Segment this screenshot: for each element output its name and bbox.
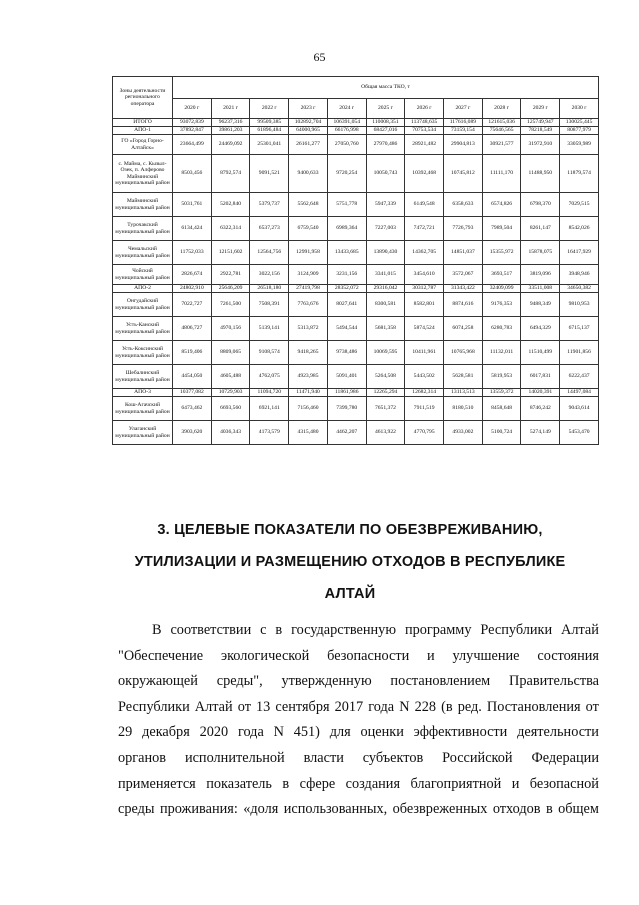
value-cell: 6574,826 bbox=[482, 193, 521, 217]
value-cell: 5453,470 bbox=[560, 421, 599, 445]
value-cell: 121615,036 bbox=[482, 119, 521, 127]
year-header: 2021 г bbox=[211, 99, 250, 119]
value-cell: 61896,484 bbox=[250, 127, 289, 135]
value-cell: 7156,460 bbox=[289, 397, 328, 421]
value-cell: 9043,614 bbox=[560, 397, 599, 421]
value-cell: 96237,316 bbox=[211, 119, 250, 127]
year-header: 2020 г bbox=[173, 99, 212, 119]
value-cell: 10765,968 bbox=[444, 341, 483, 365]
value-cell: 11752,033 bbox=[173, 241, 212, 265]
table-total-row bbox=[113, 119, 599, 127]
value-cell: 4462,207 bbox=[327, 421, 366, 445]
value-cell: 5091,401 bbox=[327, 365, 366, 389]
year-header: 2026 г bbox=[405, 99, 444, 119]
value-cell: 6537,273 bbox=[250, 217, 289, 241]
table-group-header: Общая масса ТКО, т bbox=[173, 77, 599, 99]
value-cell: 10377,082 bbox=[173, 389, 212, 397]
value-cell: 25301,041 bbox=[250, 135, 289, 155]
value-cell: 7763,676 bbox=[289, 293, 328, 317]
value-cell: 5139,141 bbox=[250, 317, 289, 341]
value-cell: 3454,610 bbox=[405, 265, 444, 285]
year-header: 2025 г bbox=[366, 99, 405, 119]
value-cell: 7261,500 bbox=[211, 293, 250, 317]
value-cell: 29316,042 bbox=[366, 285, 405, 293]
value-cell: 5628,581 bbox=[444, 365, 483, 389]
value-cell: 8503,456 bbox=[173, 155, 212, 193]
value-cell: 80877,979 bbox=[560, 127, 599, 135]
row-label: Майминский муниципальный район bbox=[113, 193, 173, 217]
value-cell: 33511,008 bbox=[521, 285, 560, 293]
value-cell: 9418,265 bbox=[289, 341, 328, 365]
value-cell: 5819,953 bbox=[482, 365, 521, 389]
row-label: АПО-2 bbox=[113, 285, 173, 293]
value-cell: 5751,778 bbox=[327, 193, 366, 217]
value-cell: 6149,548 bbox=[405, 193, 444, 217]
body-line: 29 декабря 2020 года N 451) для оценки эффективности деятельности bbox=[118, 724, 599, 741]
value-cell: 6989,364 bbox=[327, 217, 366, 241]
body-line: среды проживания: «доля использованных, обезвреженных отходов в общем bbox=[118, 801, 599, 818]
value-cell: 8458,648 bbox=[482, 397, 521, 421]
value-cell: 78218,549 bbox=[521, 127, 560, 135]
value-cell: 5681,358 bbox=[366, 317, 405, 341]
value-cell: 93072,839 bbox=[173, 119, 212, 127]
value-cell: 30921,577 bbox=[482, 135, 521, 155]
value-cell: 2922,781 bbox=[211, 265, 250, 285]
value-cell: 6322,314 bbox=[211, 217, 250, 241]
value-cell: 4315,480 bbox=[289, 421, 328, 445]
value-cell: 64000,965 bbox=[289, 127, 328, 135]
value-cell: 5494,544 bbox=[327, 317, 366, 341]
value-cell: 4933,002 bbox=[444, 421, 483, 445]
value-cell: 5031,761 bbox=[173, 193, 212, 217]
value-cell: 6693,560 bbox=[211, 397, 250, 421]
value-cell: 5562,648 bbox=[289, 193, 328, 217]
value-cell: 6222,437 bbox=[560, 365, 599, 389]
table-row bbox=[113, 365, 599, 389]
value-cell: 8542,026 bbox=[560, 217, 599, 241]
year-header: 2023 г bbox=[289, 99, 328, 119]
year-header: 2027 г bbox=[444, 99, 483, 119]
value-cell: 14497,084 bbox=[560, 389, 599, 397]
value-cell: 9738,486 bbox=[327, 341, 366, 365]
table-total-row bbox=[113, 127, 599, 135]
year-header: 2024 г bbox=[327, 99, 366, 119]
row-label: Шебалинский муниципальный район bbox=[113, 365, 173, 389]
value-cell: 4762,075 bbox=[250, 365, 289, 389]
value-cell: 16417,929 bbox=[560, 241, 599, 265]
value-cell: 10050,743 bbox=[366, 155, 405, 193]
value-cell: 15355,972 bbox=[482, 241, 521, 265]
value-cell: 4173,579 bbox=[250, 421, 289, 445]
heading-line: 3. ЦЕЛЕВЫЕ ПОКАЗАТЕЛИ ПО ОБЕЗВРЕЖИВАНИЮ, bbox=[157, 522, 543, 538]
value-cell: 14362,705 bbox=[405, 241, 444, 265]
value-cell: 102892,704 bbox=[289, 119, 328, 127]
value-cell: 12265,294 bbox=[366, 389, 405, 397]
row-label: Усть-Канский муниципальный район bbox=[113, 317, 173, 341]
section-heading bbox=[100, 514, 600, 610]
year-header: 2028 г bbox=[482, 99, 521, 119]
value-cell: 5264,508 bbox=[366, 365, 405, 389]
value-cell: 106391,054 bbox=[327, 119, 366, 127]
value-cell: 24802,910 bbox=[173, 285, 212, 293]
value-cell: 8746,242 bbox=[521, 397, 560, 421]
year-header: 2022 г bbox=[250, 99, 289, 119]
value-cell: 4454,050 bbox=[173, 365, 212, 389]
value-cell: 8300,581 bbox=[366, 293, 405, 317]
value-cell: 4923,985 bbox=[289, 365, 328, 389]
table-row bbox=[113, 241, 599, 265]
value-cell: 6759,540 bbox=[289, 217, 328, 241]
row-label: Кош-Агачский муниципальный район bbox=[113, 397, 173, 421]
value-cell: 8261,147 bbox=[521, 217, 560, 241]
value-cell: 12151,602 bbox=[211, 241, 250, 265]
value-cell: 2826,674 bbox=[173, 265, 212, 285]
tko-mass-table bbox=[112, 76, 599, 445]
value-cell: 125749,947 bbox=[521, 119, 560, 127]
value-cell: 3948,946 bbox=[560, 265, 599, 285]
value-cell: 8792,574 bbox=[211, 155, 250, 193]
value-cell: 117616,089 bbox=[444, 119, 483, 127]
value-cell: 5313,872 bbox=[289, 317, 328, 341]
value-cell: 12991,958 bbox=[289, 241, 328, 265]
table-row bbox=[113, 293, 599, 317]
body-line: применяется показатель в сфере создания благоприятной и безопасной bbox=[118, 775, 599, 792]
value-cell: 3693,517 bbox=[482, 265, 521, 285]
value-cell: 6921,141 bbox=[250, 397, 289, 421]
value-cell: 9400,633 bbox=[289, 155, 328, 193]
value-cell: 9176,353 bbox=[482, 293, 521, 317]
value-cell: 68427,016 bbox=[366, 127, 405, 135]
value-cell: 29904,813 bbox=[444, 135, 483, 155]
table-row bbox=[113, 155, 599, 193]
value-cell: 31972,910 bbox=[521, 135, 560, 155]
value-cell: 6473,462 bbox=[173, 397, 212, 421]
row-label: Улаганский муниципальный район bbox=[113, 421, 173, 445]
value-cell: 8180,510 bbox=[444, 397, 483, 421]
body-line: Республики Алтай от 13 сентября 2017 года N 228 (в ред. Постановления от bbox=[118, 698, 599, 715]
value-cell: 113748,635 bbox=[405, 119, 444, 127]
body-line: "Обеспечение экологической безопасности и улучшение состояния bbox=[118, 647, 599, 664]
value-cell: 3022,156 bbox=[250, 265, 289, 285]
value-cell: 11510,499 bbox=[521, 341, 560, 365]
value-cell: 26518,180 bbox=[250, 285, 289, 293]
body-paragraph bbox=[118, 618, 599, 823]
table-total-row bbox=[113, 285, 599, 293]
table-row bbox=[113, 217, 599, 241]
table-corner-header: Зоны деятельности регионального оператора bbox=[113, 77, 173, 119]
table-row bbox=[113, 421, 599, 445]
value-cell: 34650,382 bbox=[560, 285, 599, 293]
value-cell: 73159,154 bbox=[444, 127, 483, 135]
value-cell: 6798,370 bbox=[521, 193, 560, 217]
table-row bbox=[113, 193, 599, 217]
value-cell: 14020,391 bbox=[521, 389, 560, 397]
value-cell: 8809,065 bbox=[211, 341, 250, 365]
value-cell: 7227,003 bbox=[366, 217, 405, 241]
value-cell: 4605,488 bbox=[211, 365, 250, 389]
value-cell: 5274,149 bbox=[521, 421, 560, 445]
table-row bbox=[113, 397, 599, 421]
value-cell: 7651,372 bbox=[366, 397, 405, 421]
value-cell: 10392,468 bbox=[405, 155, 444, 193]
value-cell: 24469,092 bbox=[211, 135, 250, 155]
body-line: окружающей среды", утвержденную постановлением Правительства bbox=[118, 673, 599, 690]
value-cell: 3231,156 bbox=[327, 265, 366, 285]
value-cell: 7911,519 bbox=[405, 397, 444, 421]
heading-line: УТИЛИЗАЦИИ И РАЗМЕЩЕНИЮ ОТХОДОВ В РЕСПУБЛИКЕ bbox=[134, 554, 566, 570]
table-body bbox=[113, 119, 599, 445]
value-cell: 11861,986 bbox=[327, 389, 366, 397]
value-cell: 4806,727 bbox=[173, 317, 212, 341]
value-cell: 9810,953 bbox=[560, 293, 599, 317]
body-line: органов исполнительной власти субъектов Российской Федерации bbox=[118, 749, 599, 766]
value-cell: 6280,783 bbox=[482, 317, 521, 341]
value-cell: 32409,099 bbox=[482, 285, 521, 293]
value-cell: 10411,961 bbox=[405, 341, 444, 365]
value-cell: 10069,595 bbox=[366, 341, 405, 365]
value-cell: 6494,329 bbox=[521, 317, 560, 341]
value-cell: 11111,170 bbox=[482, 155, 521, 193]
value-cell: 5100,724 bbox=[482, 421, 521, 445]
row-label: Турочакский муниципальный район bbox=[113, 217, 173, 241]
value-cell: 70753,534 bbox=[405, 127, 444, 135]
value-cell: 7472,721 bbox=[405, 217, 444, 241]
value-cell: 7508,391 bbox=[250, 293, 289, 317]
value-cell: 6017,831 bbox=[521, 365, 560, 389]
value-cell: 10729,903 bbox=[211, 389, 250, 397]
value-cell: 5947,339 bbox=[366, 193, 405, 217]
year-header: 2030 г bbox=[560, 99, 599, 119]
value-cell: 27419,798 bbox=[289, 285, 328, 293]
value-cell: 28352,072 bbox=[327, 285, 366, 293]
value-cell: 14851,037 bbox=[444, 241, 483, 265]
row-label: Чемальский муниципальный район bbox=[113, 241, 173, 265]
value-cell: 9488,349 bbox=[521, 293, 560, 317]
page-number: 65 bbox=[313, 50, 326, 64]
value-cell: 27970,486 bbox=[366, 135, 405, 155]
value-cell: 13890,430 bbox=[366, 241, 405, 265]
value-cell: 8582,801 bbox=[405, 293, 444, 317]
value-cell: 12564,756 bbox=[250, 241, 289, 265]
body-line: В соответствии с в государственную программу Республики Алтай bbox=[152, 622, 599, 638]
row-label: АПО-3 bbox=[113, 389, 173, 397]
value-cell: 5379,737 bbox=[250, 193, 289, 217]
value-cell: 9720,254 bbox=[327, 155, 366, 193]
value-cell: 23664,499 bbox=[173, 135, 212, 155]
value-cell: 28921,482 bbox=[405, 135, 444, 155]
value-cell: 39861,203 bbox=[211, 127, 250, 135]
table-row bbox=[113, 341, 599, 365]
value-cell: 13559,372 bbox=[482, 389, 521, 397]
value-cell: 5202,840 bbox=[211, 193, 250, 217]
heading-line: АЛТАЙ bbox=[324, 586, 376, 602]
value-cell: 10745,812 bbox=[444, 155, 483, 193]
value-cell: 25646,209 bbox=[211, 285, 250, 293]
value-cell: 9091,521 bbox=[250, 155, 289, 193]
value-cell: 3572,067 bbox=[444, 265, 483, 285]
value-cell: 75646,565 bbox=[482, 127, 521, 135]
table-row bbox=[113, 317, 599, 341]
value-cell: 6074,258 bbox=[444, 317, 483, 341]
value-cell: 13113,513 bbox=[444, 389, 483, 397]
value-cell: 7029,515 bbox=[560, 193, 599, 217]
table-year-row bbox=[113, 99, 599, 119]
row-label: Чойский муниципальный район bbox=[113, 265, 173, 285]
table-total-row bbox=[113, 389, 599, 397]
value-cell: 11094,720 bbox=[250, 389, 289, 397]
row-label: АПО-1 bbox=[113, 127, 173, 135]
row-label: ГО «Город Горно-Алтайск» bbox=[113, 135, 173, 155]
value-cell: 66176,998 bbox=[327, 127, 366, 135]
value-cell: 13433,685 bbox=[327, 241, 366, 265]
value-cell: 37892,847 bbox=[173, 127, 212, 135]
value-cell: 8874,616 bbox=[444, 293, 483, 317]
value-cell: 8027,641 bbox=[327, 293, 366, 317]
value-cell: 26161,277 bbox=[289, 135, 328, 155]
value-cell: 11488,950 bbox=[521, 155, 560, 193]
value-cell: 130025,445 bbox=[560, 119, 599, 127]
value-cell: 11879,574 bbox=[560, 155, 599, 193]
value-cell: 7022,727 bbox=[173, 293, 212, 317]
row-label: Онгудайский муниципальный район bbox=[113, 293, 173, 317]
value-cell: 4970,156 bbox=[211, 317, 250, 341]
value-cell: 4036,343 bbox=[211, 421, 250, 445]
value-cell: 15878,075 bbox=[521, 241, 560, 265]
value-cell: 6134,424 bbox=[173, 217, 212, 241]
value-cell: 11471,940 bbox=[289, 389, 328, 397]
value-cell: 3341,015 bbox=[366, 265, 405, 285]
value-cell: 3124,909 bbox=[289, 265, 328, 285]
table-row bbox=[113, 265, 599, 285]
value-cell: 6715,137 bbox=[560, 317, 599, 341]
value-cell: 110008,351 bbox=[366, 119, 405, 127]
value-cell: 11132,011 bbox=[482, 341, 521, 365]
value-cell: 9108,574 bbox=[250, 341, 289, 365]
value-cell: 33059,989 bbox=[560, 135, 599, 155]
value-cell: 6358,633 bbox=[444, 193, 483, 217]
value-cell: 4613,922 bbox=[366, 421, 405, 445]
value-cell: 5874,524 bbox=[405, 317, 444, 341]
value-cell: 12682,314 bbox=[405, 389, 444, 397]
value-cell: 11901,856 bbox=[560, 341, 599, 365]
row-label: ИТОГО bbox=[113, 119, 173, 127]
table-row bbox=[113, 135, 599, 155]
year-header: 2029 г bbox=[521, 99, 560, 119]
value-cell: 3819,096 bbox=[521, 265, 560, 285]
value-cell: 7989,504 bbox=[482, 217, 521, 241]
value-cell: 8519,406 bbox=[173, 341, 212, 365]
value-cell: 99509,385 bbox=[250, 119, 289, 127]
value-cell: 31343,422 bbox=[444, 285, 483, 293]
value-cell: 30312,787 bbox=[405, 285, 444, 293]
value-cell: 27050,760 bbox=[327, 135, 366, 155]
value-cell: 7399,780 bbox=[327, 397, 366, 421]
value-cell: 4770,795 bbox=[405, 421, 444, 445]
row-label: Усть-Коксинский муниципальный район bbox=[113, 341, 173, 365]
value-cell: 3903,620 bbox=[173, 421, 212, 445]
value-cell: 7726,793 bbox=[444, 217, 483, 241]
value-cell: 5443,502 bbox=[405, 365, 444, 389]
row-label: с. Майма, с. Кызыл-Озек, п. Алферово Майминский муниципальный район bbox=[113, 155, 173, 193]
